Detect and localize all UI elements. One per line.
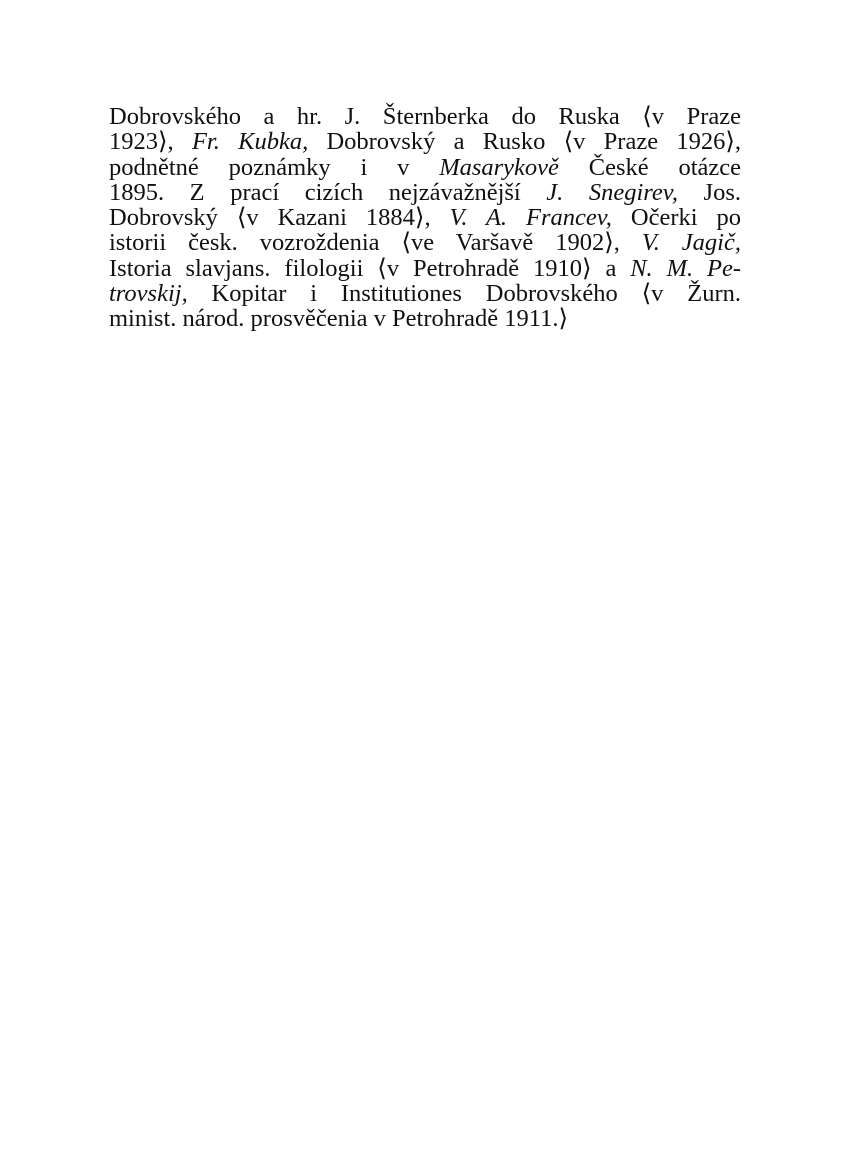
text-segment: 1895. Z prací cizích nejzávažnější: [109, 178, 547, 206]
text-segment: Kopitar i Institutiones Dobrovského ⟨v Žurn.: [187, 280, 741, 308]
text-segment: Jos.: [677, 178, 741, 206]
text-line-8: [109, 281, 741, 306]
author-name-kubka: Fr. Kubka,: [191, 128, 309, 156]
text-segment: Dobrovského a hr. J. Šternberka do Ruska ⟨v Praze: [109, 103, 741, 130]
text-segment: podnětné poznámky i v: [109, 153, 440, 181]
text-segment: Dobrovský ⟨v Kazani 1884⟩,: [109, 204, 450, 232]
author-name-masaryk: Masarykově: [439, 153, 559, 181]
text-line-9: [109, 306, 741, 331]
author-name-petrovskij: N. M. Pe-: [630, 254, 742, 282]
author-name-jagic: V. Jagič,: [641, 229, 741, 257]
text-line-7: [109, 256, 741, 281]
text-line-5: [109, 205, 741, 230]
text-segment: istorii česk. vozroždenia ⟨ve Varšavě 1902⟩,: [109, 229, 642, 257]
text-segment: Dobrovský a Rusko ⟨v Praze 1926⟩,: [308, 128, 741, 156]
author-name-petrovskij-cont: trovskij,: [109, 280, 188, 308]
author-name-snegirev: J. Snegirev,: [546, 178, 678, 206]
text-segment: České otázce: [558, 153, 742, 181]
text-segment: Istoria slavjans. filologii ⟨v Petrohradě 1910⟩ a: [109, 254, 631, 282]
text-segment: 1923⟩,: [109, 128, 192, 156]
body-text: [109, 104, 741, 332]
text-segment: Očerki po: [611, 204, 741, 232]
text-line-4: [109, 180, 741, 205]
text-line-3: [109, 155, 741, 180]
author-name-francev: V. A. Francev,: [449, 204, 612, 232]
text-segment: minist. národ. prosvěčenia v Petrohradě 1911.⟩: [109, 305, 569, 333]
text-line-2: [109, 129, 741, 154]
text-line-1: [109, 104, 741, 129]
text-line-6: [109, 230, 741, 255]
